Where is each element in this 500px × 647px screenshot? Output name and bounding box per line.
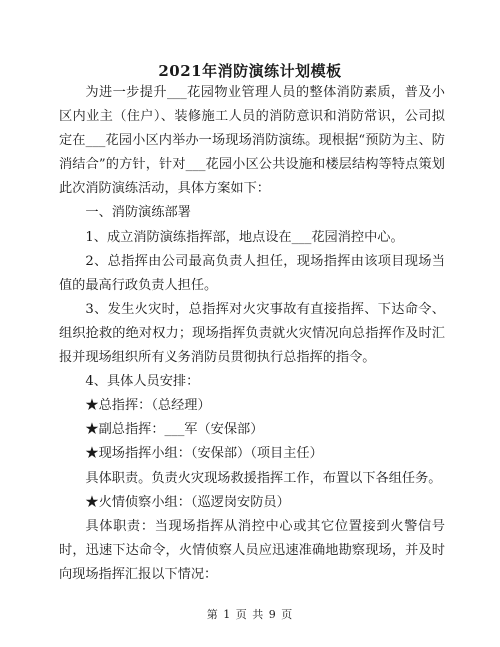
duty-paragraph: 具体职责：当现场指挥从消控中心或其它位置接到火警信号时，迅速下达命令，火情侦察人员应迅速准确地勘察现场，并及时向现场指挥汇报以下情况：: [59, 518, 445, 582]
section-heading: 一、消防演练部署: [85, 205, 191, 221]
list-item: 1、成立消防演练指挥部，地点设在___花园消控中心。: [85, 229, 404, 245]
role-item: ★现场指挥小组：（安保部）（项目主任）: [85, 446, 323, 462]
role-item: ★副总指挥：___军（安保部）: [85, 422, 264, 438]
document-title: 2021年消防演练计划模板: [158, 62, 342, 80]
role-item: ★总指挥：（总经理）: [85, 398, 211, 414]
list-item: 4、具体人员安排：: [85, 374, 200, 390]
document-body: [59, 81, 445, 587]
role-item: ★火情侦察小组：（巡逻岗安防员）: [85, 494, 290, 510]
list-item: 2、总指挥由公司最高负责人担任，现场指挥由该项目现场当值的最高行政负责人担任。: [59, 253, 445, 293]
intro-paragraph: 为进一步提升___花园物业管理人员的整体消防素质，普及小区内业主（住户）、装修施工人员的消防意识和消防常识，公司拟定在___花园小区内举办一场现场消防演练。现根据“预防为主、防消结合”的方针，针对___花园小区公共设施和楼层结构等特点策划此次消防演练活动，具体方案如下：: [59, 85, 445, 197]
duty-paragraph: 具体职责。负责火灾现场救援指挥工作，布置以下各组任务。: [85, 470, 442, 486]
list-item: 3、发生火灾时，总指挥对火灾事故有直接指挥、下达命令、组织抢救的绝对权力；现场指挥负责就火灾情况向总指挥作及时汇报并现场组织所有义务消防员贯彻执行总指挥的指令。: [59, 301, 445, 366]
page-number: 第 1 页 共 9 页: [206, 608, 294, 621]
